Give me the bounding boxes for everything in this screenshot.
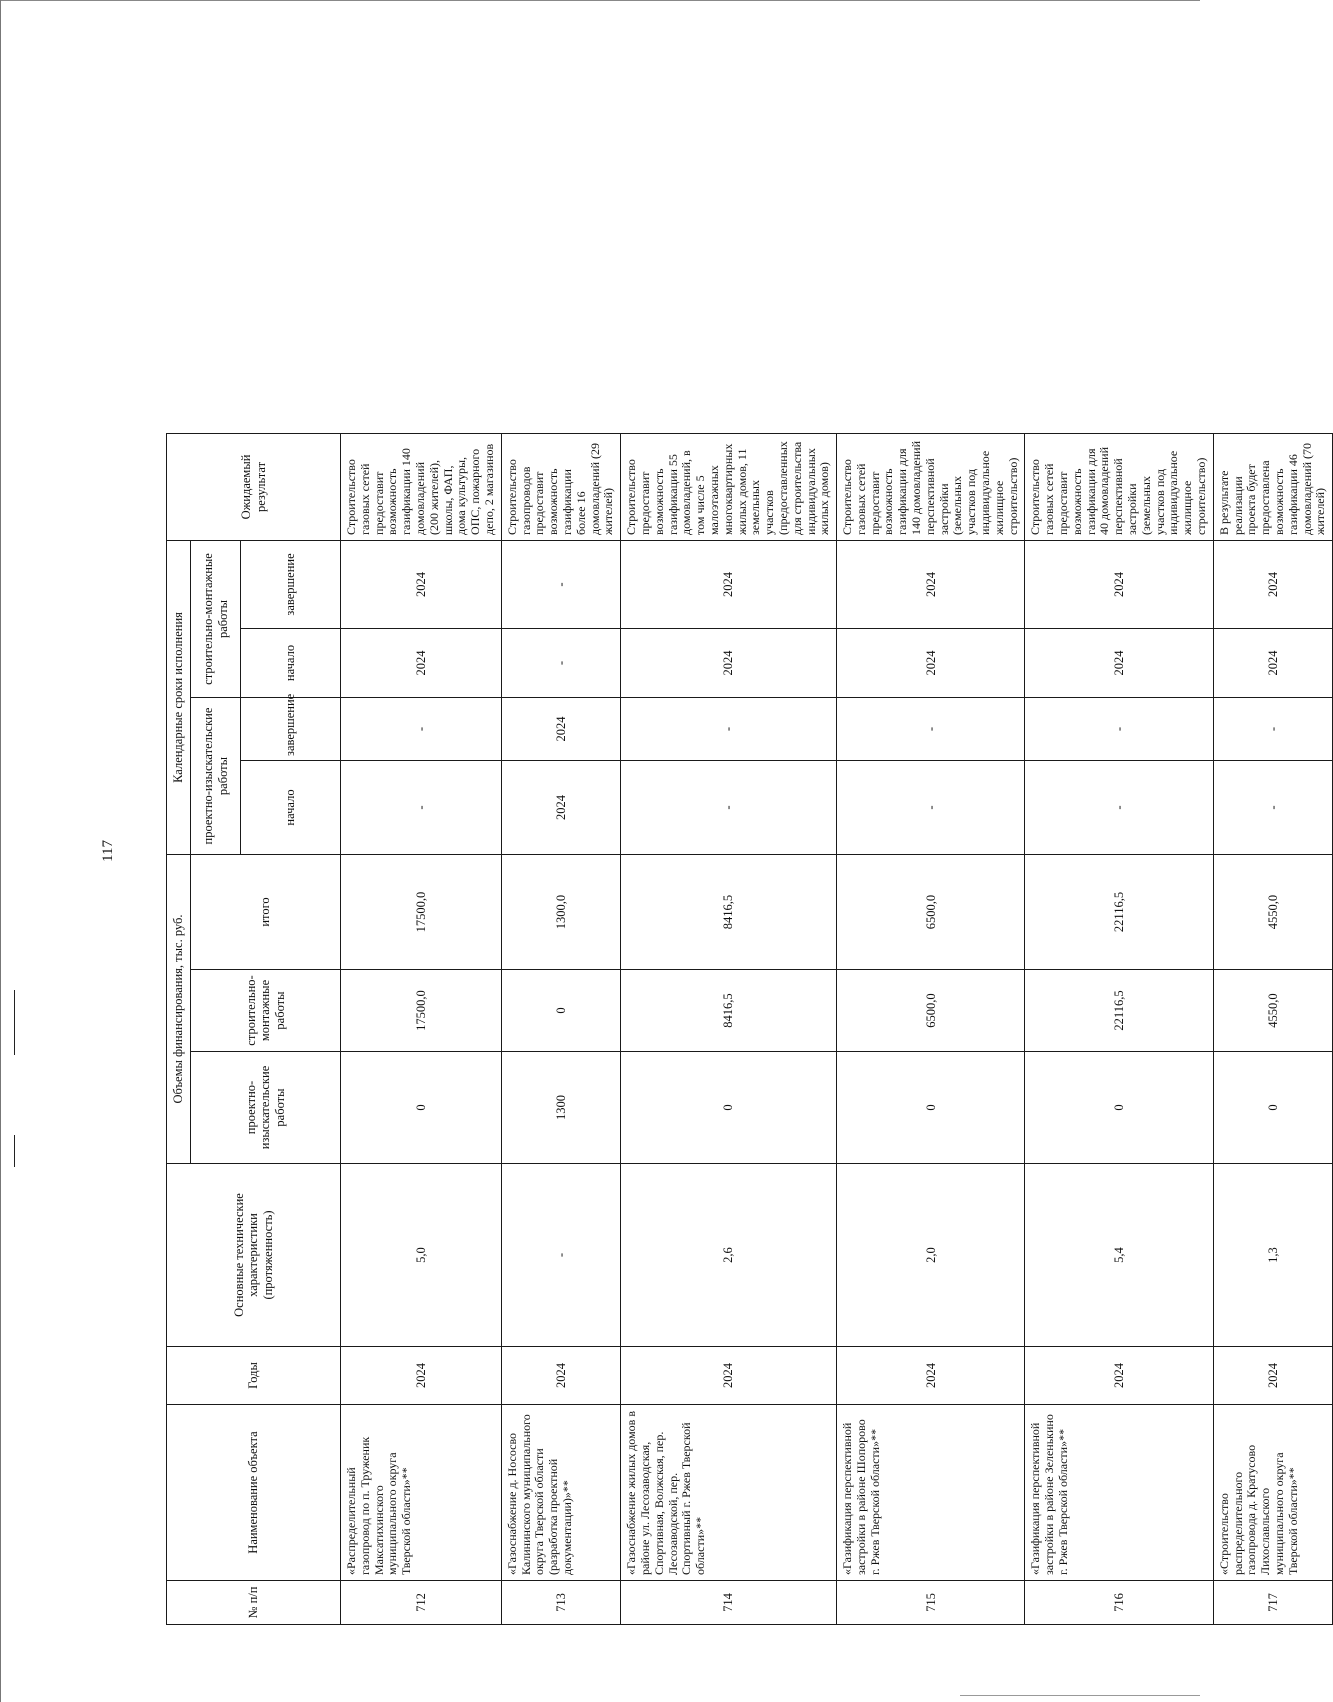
- header-dl-design: проектно-изыскательские работы: [191, 698, 241, 855]
- cell-construct-end: 2024: [1025, 540, 1213, 628]
- scan-mark-left-2: [14, 1135, 15, 1167]
- cell-result: Строительство газовых сетей предоставит возможность газификации для 40 домовладений перспективной застройки (земельных участков под индивидуальное жилищное строительство): [1025, 433, 1213, 540]
- header-name: Наименование объекта: [167, 1405, 341, 1581]
- cell-design-start: -: [837, 761, 1025, 855]
- scan-mark-left-1: [14, 990, 15, 1055]
- table-container: [166, 62, 1328, 1625]
- cell-construct-start: 2024: [837, 629, 1025, 698]
- table-row: [341, 61, 502, 1624]
- cell-tech: 2,0: [837, 1164, 1025, 1347]
- cell-name: «Газификация перспективной застройки в районе Зеленькино г. Ржев Тверской области»**: [1025, 1405, 1213, 1581]
- cell-tech: -: [501, 1164, 620, 1347]
- header-design-start: начало: [241, 761, 341, 855]
- header-fin-construct: строительно-монтажные работы: [191, 970, 341, 1052]
- cell-construct-end: 2024: [837, 540, 1025, 628]
- cell-tech: 5,0: [341, 1164, 502, 1347]
- cell-fin-construct: 22116,5: [1025, 970, 1213, 1052]
- cell-name: «Распределительный газопровод по п. Труженик Максатихинского муниципального округа Тверской области»**: [341, 1405, 502, 1581]
- table-row: [1213, 61, 1332, 1624]
- cell-fin-design: 0: [1213, 1052, 1332, 1164]
- cell-design-end: -: [341, 698, 502, 761]
- table-row: [837, 61, 1025, 1624]
- cell-result: Строительство газопроводов предоставит возможность газификации более 16 домовладений (29 жителей): [501, 433, 620, 540]
- header-construct-end: завершение: [241, 540, 341, 628]
- header-finance: Объемы финансирования, тыс. руб.: [167, 855, 191, 1164]
- cell-design-start: -: [1213, 761, 1332, 855]
- header-fin-total: итого: [191, 855, 341, 970]
- cell-construct-start: 2024: [341, 629, 502, 698]
- cell-fin-design: 0: [837, 1052, 1025, 1164]
- scan-border-top: [0, 0, 1200, 1]
- header-fin-design: проектно-изыскательские работы: [191, 1052, 341, 1164]
- cell-design-end: -: [621, 698, 837, 761]
- cell-fin-total: 6500,0: [837, 855, 1025, 970]
- cell-num: 713: [501, 1581, 620, 1625]
- cell-design-start: -: [341, 761, 502, 855]
- cell-num: 712: [341, 1581, 502, 1625]
- cell-name: «Газификация перспективной застройки в районе Шопорово г. Ржев Тверской области»**: [837, 1405, 1025, 1581]
- cell-fin-construct: 6500,0: [837, 970, 1025, 1052]
- page-number: 117: [100, 840, 116, 862]
- cell-tech: 1,3: [1213, 1164, 1332, 1347]
- cell-construct-start: 2024: [1213, 629, 1332, 698]
- cell-fin-total: 22116,5: [1025, 855, 1213, 970]
- cell-design-end: -: [1025, 698, 1213, 761]
- cell-construct-end: 2024: [341, 540, 502, 628]
- cell-name: «Строительство распределительного газопровода д. Кратусово Лихославльского муниципального округа Тверской области»**: [1213, 1405, 1332, 1581]
- projects-table: [166, 61, 1333, 1625]
- cell-result: Строительство газовых сетей предоставит возможность газификации для 140 домовладений перспективной застройки (земельных участков под индивидуальное жилищное строительство): [837, 433, 1025, 540]
- header-dl-construct: строительно-монтажные работы: [191, 540, 241, 697]
- cell-num: 714: [621, 1581, 837, 1625]
- cell-construct-end: -: [501, 540, 620, 628]
- cell-fin-construct: 0: [501, 970, 620, 1052]
- header-design-end: завершение: [241, 698, 341, 761]
- cell-construct-start: 2024: [1025, 629, 1213, 698]
- cell-result: В результате реализации проекта будет предоставлена возможность газификации 46 домовладений (70 жителей): [1213, 433, 1332, 540]
- cell-name: «Газоснабжение жилых домов в районе ул. Лесозаводская, Спортивная, Волжская, пер. Лесозаводской, пер. Спортивный г. Ржев Тверской области»**: [621, 1405, 837, 1581]
- cell-years: 2024: [837, 1347, 1025, 1405]
- header-tech: Основные технические характеристики (протяженность): [167, 1164, 341, 1347]
- cell-construct-end: 2024: [621, 540, 837, 628]
- cell-years: 2024: [621, 1347, 837, 1405]
- scan-border-left: [0, 0, 1, 1702]
- cell-years: 2024: [501, 1347, 620, 1405]
- header-result: Ожидаемый результат: [167, 433, 341, 540]
- cell-design-end: -: [837, 698, 1025, 761]
- header-construct-start: начало: [241, 629, 341, 698]
- cell-design-start: 2024: [501, 761, 620, 855]
- scan-border-bottom: [960, 1695, 1200, 1696]
- cell-fin-total: 8416,5: [621, 855, 837, 970]
- cell-fin-total: 17500,0: [341, 855, 502, 970]
- cell-construct-start: 2024: [621, 629, 837, 698]
- cell-fin-construct: 8416,5: [621, 970, 837, 1052]
- cell-years: 2024: [1025, 1347, 1213, 1405]
- header-num: № п/п: [167, 1581, 341, 1625]
- table-row: [621, 61, 837, 1624]
- cell-num: 717: [1213, 1581, 1332, 1625]
- cell-fin-design: 1300: [501, 1052, 620, 1164]
- cell-num: 715: [837, 1581, 1025, 1625]
- cell-fin-total: 1300,0: [501, 855, 620, 970]
- cell-tech: 5,4: [1025, 1164, 1213, 1347]
- cell-design-end: 2024: [501, 698, 620, 761]
- cell-fin-design: 0: [341, 1052, 502, 1164]
- cell-fin-construct: 4550,0: [1213, 970, 1332, 1052]
- cell-years: 2024: [341, 1347, 502, 1405]
- cell-fin-total: 4550,0: [1213, 855, 1332, 970]
- cell-num: 716: [1025, 1581, 1213, 1625]
- cell-result: Строительство предоставит возможность газификации 55 домовладений, в том числе 5 малоэтажных многоквартирных жилых домов, 11 земельных участков (предоставленных для строительства индивидуальных жилых домов): [621, 433, 837, 540]
- table-row: [1025, 61, 1213, 1624]
- cell-fin-design: 0: [1025, 1052, 1213, 1164]
- cell-years: 2024: [1213, 1347, 1332, 1405]
- header-years: Годы: [167, 1347, 341, 1405]
- cell-tech: 2,6: [621, 1164, 837, 1347]
- cell-fin-design: 0: [621, 1052, 837, 1164]
- cell-design-end: -: [1213, 698, 1332, 761]
- cell-fin-construct: 17500,0: [341, 970, 502, 1052]
- cell-construct-end: 2024: [1213, 540, 1332, 628]
- cell-construct-start: -: [501, 629, 620, 698]
- cell-name: «Газоснабжение д. Нососво Калининского муниципального округа Тверской области (разработка проектной документации)»**: [501, 1405, 620, 1581]
- cell-design-start: -: [621, 761, 837, 855]
- table-row: [501, 61, 620, 1624]
- cell-design-start: -: [1025, 761, 1213, 855]
- header-deadlines: Календарные сроки исполнения: [167, 540, 191, 854]
- cell-result: Строительство газовых сетей предоставит возможность газификации 140 домовладений (200 жителей), школы, ФАП, дома культуры, ОПС, пожарного депо, 2 магазинов: [341, 433, 502, 540]
